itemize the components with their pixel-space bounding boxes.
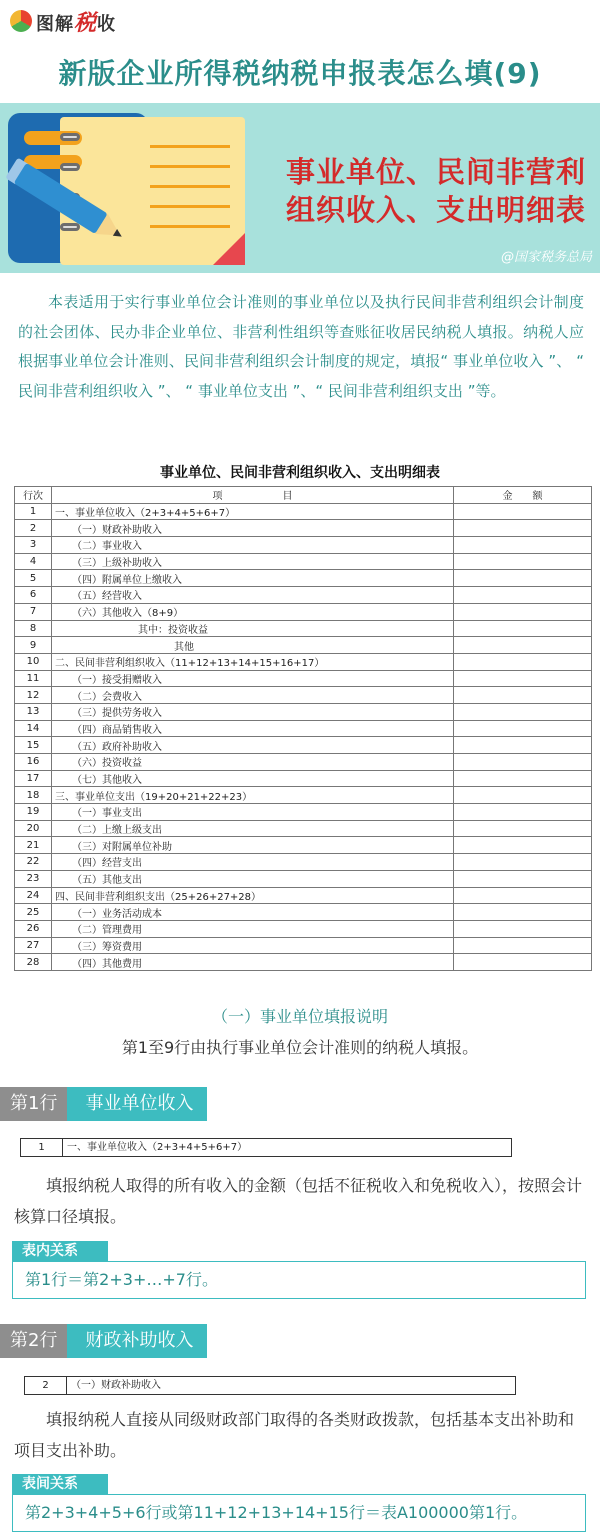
notebook-ring xyxy=(60,223,80,231)
row-item: （二）管理费用 xyxy=(52,920,454,937)
row-item: （四）商品销售收入 xyxy=(52,720,454,737)
row-line-number: 5 xyxy=(15,570,52,587)
row-item: 四、民间非营利组织支出（25+26+27+28） xyxy=(52,887,454,904)
table-row xyxy=(15,720,592,737)
row1-name: 事业单位收入 xyxy=(67,1087,207,1121)
table-row xyxy=(15,653,592,670)
row-line-number: 20 xyxy=(15,820,52,837)
logo-prefix: 图解 xyxy=(36,13,74,35)
banner-credit: @国家税务总局 xyxy=(500,250,592,265)
row-item: （二）事业收入 xyxy=(52,537,454,554)
row-amount[interactable] xyxy=(454,687,592,704)
row-amount[interactable] xyxy=(454,804,592,821)
logo-suffix: 收 xyxy=(97,13,117,35)
row-line-number: 15 xyxy=(15,737,52,754)
notebook-line xyxy=(150,185,230,188)
row-line-number: 12 xyxy=(15,687,52,704)
row-line-number: 23 xyxy=(15,870,52,887)
row-item: （一）事业支出 xyxy=(52,804,454,821)
row-line-number: 16 xyxy=(15,754,52,771)
table-row xyxy=(15,520,592,537)
table-row xyxy=(15,904,592,921)
table-row xyxy=(15,503,592,520)
row-line-number: 28 xyxy=(15,954,52,971)
row-item: （六）其他收入（8+9） xyxy=(52,603,454,620)
table-row xyxy=(15,920,592,937)
header-line: 行次 xyxy=(15,487,52,504)
table-row xyxy=(15,703,592,720)
row-line-number: 14 xyxy=(15,720,52,737)
row1-tag xyxy=(0,1087,207,1121)
row-amount[interactable] xyxy=(454,854,592,871)
row-item: （一）业务活动成本 xyxy=(52,904,454,921)
row-line-number: 4 xyxy=(15,553,52,570)
row-line-number: 7 xyxy=(15,603,52,620)
banner-title xyxy=(286,153,586,229)
row-item: （二）上缴上级支出 xyxy=(52,820,454,837)
mini-item: （一）财政补助收入 xyxy=(71,1380,161,1391)
row-item: 二、民间非营利组织收入（11+12+13+14+15+16+17） xyxy=(52,653,454,670)
row-amount[interactable] xyxy=(454,620,592,637)
row-item: （五）政府补助收入 xyxy=(52,737,454,754)
table-row xyxy=(15,854,592,871)
mini-item: 一、事业单位收入（2+3+4+5+6+7） xyxy=(67,1142,248,1153)
row-line-number: 22 xyxy=(15,854,52,871)
table-row xyxy=(15,820,592,837)
row-item: （七）其他收入 xyxy=(52,770,454,787)
row-item: （二）会费收入 xyxy=(52,687,454,704)
row-line-number: 9 xyxy=(15,637,52,654)
row-item: （三）提供劳务收入 xyxy=(52,703,454,720)
row1-number: 第1行 xyxy=(0,1087,67,1121)
notebook-ring xyxy=(60,133,80,141)
row-amount[interactable] xyxy=(454,520,592,537)
row-amount[interactable] xyxy=(454,670,592,687)
row-line-number: 10 xyxy=(15,653,52,670)
notebook-line xyxy=(150,225,230,228)
section-subtitle: 第1至9行由执行事业单位会计准则的纳税人填报。 xyxy=(121,1038,479,1057)
header-amount: 金 额 xyxy=(454,487,592,504)
banner-title-line1: 事业单位、民间非营利 xyxy=(285,155,586,189)
notebook-ring xyxy=(60,163,80,171)
row2-tag xyxy=(0,1324,207,1358)
section-heading: （一）事业单位填报说明 xyxy=(211,1007,388,1026)
row-line-number: 13 xyxy=(15,703,52,720)
row-line-number: 18 xyxy=(15,787,52,804)
row2-number: 第2行 xyxy=(0,1324,67,1358)
table-row xyxy=(15,620,592,637)
row-amount[interactable] xyxy=(454,937,592,954)
table-row xyxy=(15,637,592,654)
row-amount[interactable] xyxy=(454,920,592,937)
row1-relation-label: 表内关系 xyxy=(12,1241,108,1261)
row-amount[interactable] xyxy=(454,837,592,854)
row1-relation-box: 第1行＝第2+3+…+7行。 xyxy=(12,1261,586,1299)
row-item: （六）投资收益 xyxy=(52,754,454,771)
banner-title-line2: 组织收入、支出明细表 xyxy=(285,193,586,227)
row-amount[interactable] xyxy=(454,954,592,971)
page-fold-icon xyxy=(213,233,245,265)
row2-mini-table xyxy=(24,1376,516,1395)
table-row xyxy=(15,837,592,854)
row2-name: 财政补助收入 xyxy=(67,1324,207,1358)
row-amount[interactable] xyxy=(454,887,592,904)
row-amount[interactable] xyxy=(454,720,592,737)
row-item: （五）其他支出 xyxy=(52,870,454,887)
row-line-number: 8 xyxy=(15,620,52,637)
row1-mini-table xyxy=(20,1138,512,1157)
row-line-number: 6 xyxy=(15,587,52,604)
notebook-line xyxy=(150,165,230,168)
row-line-number: 19 xyxy=(15,804,52,821)
row-amount[interactable] xyxy=(454,637,592,654)
notebook-line xyxy=(150,145,230,148)
table-row xyxy=(15,553,592,570)
table-row xyxy=(15,887,592,904)
detail-table xyxy=(14,486,592,971)
logo-text xyxy=(36,6,116,37)
table-title: 事业单位、民间非营利组织收入、支出明细表 xyxy=(160,465,440,481)
row-line-number: 2 xyxy=(15,520,52,537)
row-item: （一）接受捐赠收入 xyxy=(52,670,454,687)
row-line-number: 24 xyxy=(15,887,52,904)
row-item: （四）其他费用 xyxy=(52,954,454,971)
banner xyxy=(0,103,600,273)
row-amount[interactable] xyxy=(454,553,592,570)
row-line-number: 11 xyxy=(15,670,52,687)
row1-paragraph: 填报纳税人取得的所有收入的金额（包括不征税收入和免税收入），按照会计核算口径填报。 xyxy=(14,1176,583,1226)
row-amount[interactable] xyxy=(454,820,592,837)
logo xyxy=(10,6,116,36)
row-amount[interactable] xyxy=(454,603,592,620)
row-amount[interactable] xyxy=(454,570,592,587)
row2-relation-label: 表间关系 xyxy=(12,1474,108,1494)
mini-line: 1 xyxy=(21,1139,63,1156)
row-amount[interactable] xyxy=(454,754,592,771)
row-line-number: 1 xyxy=(15,503,52,520)
row-amount[interactable] xyxy=(454,653,592,670)
row-item: 一、事业单位收入（2+3+4+5+6+7） xyxy=(52,503,454,520)
row-amount[interactable] xyxy=(454,737,592,754)
row-line-number: 3 xyxy=(15,537,52,554)
row-line-number: 27 xyxy=(15,937,52,954)
row2-paragraph: 填报纳税人直接从同级财政部门取得的各类财政拨款，包括基本支出补助和项目支出补助。 xyxy=(14,1410,575,1460)
row-item: （一）财政补助收入 xyxy=(52,520,454,537)
row-item: 其他 xyxy=(52,637,454,654)
row-amount[interactable] xyxy=(454,703,592,720)
row-amount[interactable] xyxy=(454,870,592,887)
table-row xyxy=(15,870,592,887)
logo-accent: 税 xyxy=(74,10,98,36)
table-row xyxy=(15,787,592,804)
row-item: （五）经营收入 xyxy=(52,587,454,604)
table-body xyxy=(15,503,592,970)
table-row xyxy=(15,603,592,620)
table-row xyxy=(15,537,592,554)
header-item: 项 目 xyxy=(52,487,454,504)
table-row xyxy=(15,770,592,787)
row-amount[interactable] xyxy=(454,770,592,787)
row-item: （三）上级补助收入 xyxy=(52,553,454,570)
row-line-number: 21 xyxy=(15,837,52,854)
row-item: 其中：投资收益 xyxy=(52,620,454,637)
row-line-number: 17 xyxy=(15,770,52,787)
table-row xyxy=(15,687,592,704)
row-line-number: 25 xyxy=(15,904,52,921)
table-row xyxy=(15,670,592,687)
logo-icon xyxy=(10,10,32,32)
row-amount[interactable] xyxy=(454,503,592,520)
row-item: （四）附属单位上缴收入 xyxy=(52,570,454,587)
notebook-line xyxy=(150,205,230,208)
table-row xyxy=(15,570,592,587)
mini-line: 2 xyxy=(25,1377,67,1394)
row-amount[interactable] xyxy=(454,904,592,921)
row-item: （三）筹资费用 xyxy=(52,937,454,954)
row2-relation-box: 第2+3+4+5+6行或第11+12+13+14+15行＝表A100000第1行。 xyxy=(12,1494,586,1532)
row-line-number: 26 xyxy=(15,920,52,937)
table-row xyxy=(15,737,592,754)
table-row xyxy=(15,937,592,954)
table-row xyxy=(15,804,592,821)
table-row xyxy=(15,954,592,971)
row-amount[interactable] xyxy=(454,537,592,554)
row-item: （三）对附属单位补助 xyxy=(52,837,454,854)
page-title: 新版企业所得税纳税申报表怎么填(9) xyxy=(58,57,542,90)
table-header-row xyxy=(15,487,592,504)
row-item: （四）经营支出 xyxy=(52,854,454,871)
row-amount[interactable] xyxy=(454,587,592,604)
row-amount[interactable] xyxy=(454,787,592,804)
row-item: 三、事业单位支出（19+20+21+22+23） xyxy=(52,787,454,804)
table-row xyxy=(15,754,592,771)
intro-paragraph: 本表适用于实行事业单位会计准则的事业单位以及执行民间非营利组织会计制度的社会团体、民办非企业单位、非营利性组织等查账征收居民纳税人填报。纳税人应根据事业单位会计准则、民间非营利组织会计制度的规定，填报“ 事业单位收入 ”、 “ 民间非营利组织收入 ”、 “ 事业单位支出 ”、“ 民间非营利组织支出 ”等。 xyxy=(18,293,584,400)
table-row xyxy=(15,587,592,604)
